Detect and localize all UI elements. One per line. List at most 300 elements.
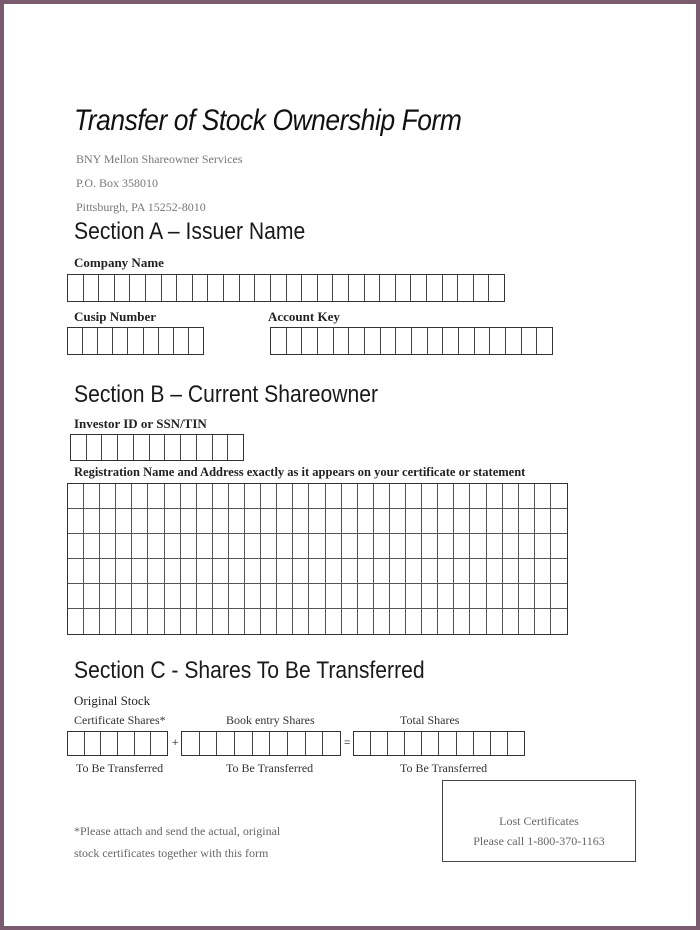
char-box[interactable] (349, 328, 365, 354)
grid-char-box[interactable] (84, 509, 100, 534)
char-box[interactable] (217, 732, 235, 755)
grid-char-box[interactable] (229, 509, 245, 534)
char-box[interactable] (68, 275, 84, 301)
grid-char-box[interactable] (116, 559, 132, 584)
char-box[interactable] (99, 275, 115, 301)
grid-char-box[interactable] (470, 484, 486, 509)
grid-char-box[interactable] (390, 509, 406, 534)
grid-char-box[interactable] (438, 609, 454, 634)
grid-char-box[interactable] (261, 559, 277, 584)
grid-char-box[interactable] (358, 509, 374, 534)
grid-char-box[interactable] (438, 559, 454, 584)
grid-char-box[interactable] (213, 484, 229, 509)
grid-char-box[interactable] (551, 584, 567, 609)
char-box[interactable] (428, 328, 444, 354)
grid-char-box[interactable] (406, 584, 422, 609)
book-entry-shares-field[interactable] (181, 731, 341, 756)
char-box[interactable] (490, 328, 506, 354)
grid-char-box[interactable] (148, 534, 164, 559)
grid-char-box[interactable] (68, 484, 84, 509)
grid-char-box[interactable] (358, 584, 374, 609)
grid-char-box[interactable] (293, 559, 309, 584)
grid-char-box[interactable] (165, 484, 181, 509)
grid-char-box[interactable] (406, 484, 422, 509)
char-box[interactable] (522, 328, 538, 354)
char-box[interactable] (84, 275, 100, 301)
grid-char-box[interactable] (100, 609, 116, 634)
grid-char-box[interactable] (277, 559, 293, 584)
grid-char-box[interactable] (277, 584, 293, 609)
grid-char-box[interactable] (100, 559, 116, 584)
char-box[interactable] (101, 732, 118, 755)
company-name-field[interactable] (67, 274, 505, 302)
grid-char-box[interactable] (132, 584, 148, 609)
grid-char-box[interactable] (309, 584, 325, 609)
grid-char-box[interactable] (519, 609, 535, 634)
grid-char-box[interactable] (358, 559, 374, 584)
char-box[interactable] (405, 732, 422, 755)
account-key-field[interactable] (270, 327, 553, 355)
grid-char-box[interactable] (535, 509, 551, 534)
grid-char-box[interactable] (374, 509, 390, 534)
char-box[interactable] (491, 732, 508, 755)
grid-char-box[interactable] (181, 534, 197, 559)
grid-char-box[interactable] (148, 509, 164, 534)
grid-char-box[interactable] (116, 609, 132, 634)
grid-char-box[interactable] (342, 484, 358, 509)
char-box[interactable] (182, 732, 200, 755)
grid-char-box[interactable] (245, 534, 261, 559)
char-box[interactable] (189, 328, 203, 354)
grid-char-box[interactable] (390, 484, 406, 509)
account-key-label: Account Key (268, 309, 340, 324)
grid-char-box[interactable] (519, 509, 535, 534)
grid-char-box[interactable] (390, 534, 406, 559)
grid-char-box[interactable] (390, 609, 406, 634)
char-box[interactable] (396, 328, 412, 354)
cusip-number-field[interactable] (67, 327, 204, 355)
char-box[interactable] (98, 328, 113, 354)
grid-char-box[interactable] (358, 609, 374, 634)
grid-char-box[interactable] (261, 484, 277, 509)
grid-char-box[interactable] (535, 534, 551, 559)
grid-char-box[interactable] (374, 534, 390, 559)
grid-char-box[interactable] (181, 584, 197, 609)
grid-char-box[interactable] (438, 584, 454, 609)
grid-char-box[interactable] (148, 584, 164, 609)
char-box[interactable] (334, 328, 350, 354)
grid-char-box[interactable] (374, 484, 390, 509)
grid-char-box[interactable] (358, 534, 374, 559)
char-box[interactable] (113, 328, 128, 354)
grid-char-box[interactable] (165, 534, 181, 559)
char-box[interactable] (71, 435, 87, 460)
grid-char-box[interactable] (309, 609, 325, 634)
grid-char-box[interactable] (84, 609, 100, 634)
char-box[interactable] (380, 275, 396, 301)
char-box[interactable] (302, 328, 318, 354)
char-box[interactable] (287, 275, 303, 301)
grid-char-box[interactable] (132, 484, 148, 509)
char-box[interactable] (443, 275, 459, 301)
grid-char-box[interactable] (277, 484, 293, 509)
char-box[interactable] (459, 328, 475, 354)
grid-char-box[interactable] (84, 484, 100, 509)
char-box[interactable] (235, 732, 253, 755)
char-box[interactable] (388, 732, 405, 755)
grid-char-box[interactable] (470, 609, 486, 634)
grid-char-box[interactable] (68, 559, 84, 584)
grid-char-box[interactable] (132, 534, 148, 559)
char-box[interactable] (165, 435, 181, 460)
grid-char-box[interactable] (148, 609, 164, 634)
lost-certificates-phone: Please call 1-800-370-1163 (473, 834, 605, 848)
grid-char-box[interactable] (100, 484, 116, 509)
total-shares-field[interactable] (353, 731, 525, 756)
registration-grid[interactable] (67, 483, 568, 635)
char-box[interactable] (85, 732, 102, 755)
grid-char-box[interactable] (342, 609, 358, 634)
grid-char-box[interactable] (132, 559, 148, 584)
grid-char-box[interactable] (309, 534, 325, 559)
grid-char-box[interactable] (535, 609, 551, 634)
grid-char-box[interactable] (470, 509, 486, 534)
char-box[interactable] (134, 435, 150, 460)
to-be-transferred-3: To Be Transferred (400, 761, 488, 775)
grid-char-box[interactable] (261, 534, 277, 559)
char-box[interactable] (135, 732, 152, 755)
grid-char-box[interactable] (229, 609, 245, 634)
grid-char-box[interactable] (503, 559, 519, 584)
grid-char-box[interactable] (229, 484, 245, 509)
attach-note-line-1: *Please attach and send the actual, original (74, 824, 281, 838)
grid-char-box[interactable] (309, 484, 325, 509)
char-box[interactable] (270, 732, 288, 755)
grid-char-box[interactable] (551, 534, 567, 559)
grid-char-box[interactable] (503, 484, 519, 509)
grid-char-box[interactable] (342, 559, 358, 584)
grid-char-box[interactable] (454, 509, 470, 534)
grid-char-box[interactable] (358, 484, 374, 509)
grid-char-box[interactable] (100, 509, 116, 534)
char-box[interactable] (365, 275, 381, 301)
grid-char-box[interactable] (519, 534, 535, 559)
grid-char-box[interactable] (342, 584, 358, 609)
grid-char-box[interactable] (342, 509, 358, 534)
grid-char-box[interactable] (245, 509, 261, 534)
char-box[interactable] (208, 275, 224, 301)
grid-char-box[interactable] (454, 534, 470, 559)
grid-char-box[interactable] (293, 609, 309, 634)
grid-char-box[interactable] (406, 559, 422, 584)
grid-char-box[interactable] (197, 484, 213, 509)
investor-id-field[interactable] (70, 434, 244, 461)
grid-char-box[interactable] (551, 484, 567, 509)
to-be-transferred-1: To Be Transferred (76, 761, 164, 775)
grid-char-box[interactable] (438, 534, 454, 559)
char-box[interactable] (318, 328, 334, 354)
total-shares-label: Total Shares (400, 713, 460, 727)
grid-char-box[interactable] (245, 609, 261, 634)
grid-char-box[interactable] (277, 509, 293, 534)
grid-char-box[interactable] (293, 534, 309, 559)
char-box[interactable] (506, 328, 522, 354)
char-box[interactable] (457, 732, 474, 755)
grid-char-box[interactable] (197, 609, 213, 634)
address-line-3: Pittsburgh, PA 15252-8010 (76, 200, 206, 214)
grid-char-box[interactable] (213, 534, 229, 559)
grid-char-box[interactable] (326, 484, 342, 509)
grid-char-box[interactable] (374, 609, 390, 634)
char-box[interactable] (439, 732, 456, 755)
grid-char-box[interactable] (68, 609, 84, 634)
grid-char-box[interactable] (148, 559, 164, 584)
grid-char-box[interactable] (84, 559, 100, 584)
char-box[interactable] (474, 732, 491, 755)
form-title: Transfer of Stock Ownership Form (74, 104, 462, 137)
grid-char-box[interactable] (116, 509, 132, 534)
grid-char-box[interactable] (165, 559, 181, 584)
char-box[interactable] (427, 275, 443, 301)
char-box[interactable] (253, 732, 271, 755)
grid-char-box[interactable] (197, 534, 213, 559)
grid-char-box[interactable] (197, 584, 213, 609)
char-box[interactable] (150, 435, 166, 460)
grid-char-box[interactable] (406, 534, 422, 559)
char-box[interactable] (181, 435, 197, 460)
char-box[interactable] (240, 275, 256, 301)
grid-char-box[interactable] (84, 534, 100, 559)
grid-char-box[interactable] (116, 534, 132, 559)
char-box[interactable] (255, 275, 271, 301)
char-box[interactable] (128, 328, 143, 354)
char-box[interactable] (475, 328, 491, 354)
grid-char-box[interactable] (454, 559, 470, 584)
grid-char-box[interactable] (261, 609, 277, 634)
grid-char-box[interactable] (165, 584, 181, 609)
grid-char-box[interactable] (551, 559, 567, 584)
char-box[interactable] (396, 275, 412, 301)
grid-char-box[interactable] (165, 609, 181, 634)
grid-char-box[interactable] (454, 484, 470, 509)
char-box[interactable] (228, 435, 243, 460)
grid-char-box[interactable] (470, 559, 486, 584)
grid-char-box[interactable] (326, 534, 342, 559)
char-box[interactable] (197, 435, 213, 460)
char-box[interactable] (323, 732, 340, 755)
grid-char-box[interactable] (551, 509, 567, 534)
grid-char-box[interactable] (293, 584, 309, 609)
char-box[interactable] (144, 328, 159, 354)
grid-char-box[interactable] (181, 609, 197, 634)
grid-char-box[interactable] (213, 584, 229, 609)
char-box[interactable] (537, 328, 552, 354)
grid-char-box[interactable] (487, 484, 503, 509)
grid-char-box[interactable] (229, 559, 245, 584)
grid-char-box[interactable] (503, 584, 519, 609)
grid-char-box[interactable] (213, 609, 229, 634)
char-box[interactable] (159, 328, 174, 354)
grid-char-box[interactable] (519, 484, 535, 509)
grid-char-box[interactable] (213, 509, 229, 534)
grid-char-box[interactable] (487, 534, 503, 559)
section-a-heading: Section A – Issuer Name (74, 218, 306, 245)
grid-char-box[interactable] (261, 509, 277, 534)
grid-char-box[interactable] (229, 584, 245, 609)
lost-certificates-box (442, 780, 636, 862)
grid-char-box[interactable] (487, 584, 503, 609)
grid-char-box[interactable] (309, 559, 325, 584)
grid-char-box[interactable] (406, 609, 422, 634)
grid-char-box[interactable] (197, 509, 213, 534)
grid-char-box[interactable] (326, 559, 342, 584)
grid-char-box[interactable] (116, 584, 132, 609)
char-box[interactable] (83, 328, 98, 354)
attach-note (74, 820, 280, 864)
grid-char-box[interactable] (390, 559, 406, 584)
grid-char-box[interactable] (293, 509, 309, 534)
grid-char-box[interactable] (470, 534, 486, 559)
attach-note-line-2: stock certificates together with this form (74, 846, 269, 860)
char-box[interactable] (354, 732, 371, 755)
char-box[interactable] (68, 732, 85, 755)
grid-char-box[interactable] (551, 609, 567, 634)
grid-char-box[interactable] (309, 509, 325, 534)
char-box[interactable] (174, 328, 189, 354)
grid-char-box[interactable] (181, 484, 197, 509)
grid-char-box[interactable] (503, 534, 519, 559)
grid-char-box[interactable] (422, 584, 438, 609)
char-box[interactable] (146, 275, 162, 301)
grid-char-box[interactable] (132, 609, 148, 634)
grid-char-box[interactable] (293, 484, 309, 509)
char-box[interactable] (118, 435, 134, 460)
char-box[interactable] (177, 275, 193, 301)
char-box[interactable] (102, 435, 118, 460)
grid-char-box[interactable] (422, 559, 438, 584)
char-box[interactable] (508, 732, 524, 755)
grid-char-box[interactable] (165, 509, 181, 534)
char-box[interactable] (271, 328, 287, 354)
grid-char-box[interactable] (245, 484, 261, 509)
char-box[interactable] (224, 275, 240, 301)
grid-char-box[interactable] (487, 609, 503, 634)
char-box[interactable] (287, 328, 303, 354)
grid-char-box[interactable] (487, 559, 503, 584)
grid-char-box[interactable] (326, 584, 342, 609)
grid-char-box[interactable] (132, 509, 148, 534)
grid-char-box[interactable] (422, 609, 438, 634)
grid-char-box[interactable] (229, 534, 245, 559)
certificate-shares-label: Certificate Shares* (74, 713, 166, 727)
char-box[interactable] (333, 275, 349, 301)
grid-char-box[interactable] (245, 584, 261, 609)
grid-char-box[interactable] (406, 509, 422, 534)
char-box[interactable] (458, 275, 474, 301)
grid-char-box[interactable] (503, 609, 519, 634)
char-box[interactable] (443, 328, 459, 354)
char-box[interactable] (118, 732, 135, 755)
char-box[interactable] (422, 732, 439, 755)
grid-char-box[interactable] (213, 559, 229, 584)
grid-char-box[interactable] (454, 609, 470, 634)
char-box[interactable] (68, 328, 83, 354)
grid-char-box[interactable] (100, 534, 116, 559)
grid-char-box[interactable] (519, 559, 535, 584)
grid-char-box[interactable] (374, 559, 390, 584)
grid-char-box[interactable] (181, 509, 197, 534)
char-box[interactable] (365, 328, 381, 354)
grid-char-box[interactable] (422, 509, 438, 534)
char-box[interactable] (489, 275, 504, 301)
char-box[interactable] (213, 435, 229, 460)
grid-char-box[interactable] (261, 584, 277, 609)
grid-char-box[interactable] (438, 484, 454, 509)
grid-char-box[interactable] (470, 584, 486, 609)
char-box[interactable] (306, 732, 324, 755)
certificate-shares-field[interactable] (67, 731, 168, 756)
grid-char-box[interactable] (422, 534, 438, 559)
grid-char-box[interactable] (342, 534, 358, 559)
grid-char-box[interactable] (245, 559, 261, 584)
grid-char-box[interactable] (181, 559, 197, 584)
grid-char-box[interactable] (68, 509, 84, 534)
char-box[interactable] (302, 275, 318, 301)
equals-sign: = (344, 737, 351, 749)
grid-char-box[interactable] (390, 584, 406, 609)
char-box[interactable] (349, 275, 365, 301)
char-box[interactable] (271, 275, 287, 301)
grid-char-box[interactable] (535, 584, 551, 609)
char-box[interactable] (381, 328, 397, 354)
grid-char-box[interactable] (326, 509, 342, 534)
grid-char-box[interactable] (277, 534, 293, 559)
char-box[interactable] (200, 732, 218, 755)
char-box[interactable] (288, 732, 306, 755)
char-box[interactable] (193, 275, 209, 301)
grid-char-box[interactable] (422, 484, 438, 509)
grid-char-box[interactable] (197, 559, 213, 584)
grid-char-box[interactable] (374, 584, 390, 609)
grid-char-box[interactable] (68, 534, 84, 559)
grid-char-box[interactable] (503, 509, 519, 534)
grid-char-box[interactable] (100, 584, 116, 609)
grid-char-box[interactable] (116, 484, 132, 509)
char-box[interactable] (87, 435, 103, 460)
grid-char-box[interactable] (277, 609, 293, 634)
char-box[interactable] (151, 732, 167, 755)
grid-char-box[interactable] (68, 584, 84, 609)
char-box[interactable] (412, 328, 428, 354)
char-box[interactable] (115, 275, 131, 301)
char-box[interactable] (130, 275, 146, 301)
grid-char-box[interactable] (487, 509, 503, 534)
grid-char-box[interactable] (326, 609, 342, 634)
grid-char-box[interactable] (535, 484, 551, 509)
char-box[interactable] (474, 275, 490, 301)
grid-char-box[interactable] (454, 584, 470, 609)
char-box[interactable] (411, 275, 427, 301)
char-box[interactable] (318, 275, 334, 301)
grid-char-box[interactable] (535, 559, 551, 584)
grid-char-box[interactable] (84, 584, 100, 609)
form-page (4, 4, 696, 926)
grid-char-box[interactable] (519, 584, 535, 609)
grid-char-box[interactable] (438, 509, 454, 534)
grid-char-box[interactable] (148, 484, 164, 509)
char-box[interactable] (162, 275, 178, 301)
char-box[interactable] (371, 732, 388, 755)
